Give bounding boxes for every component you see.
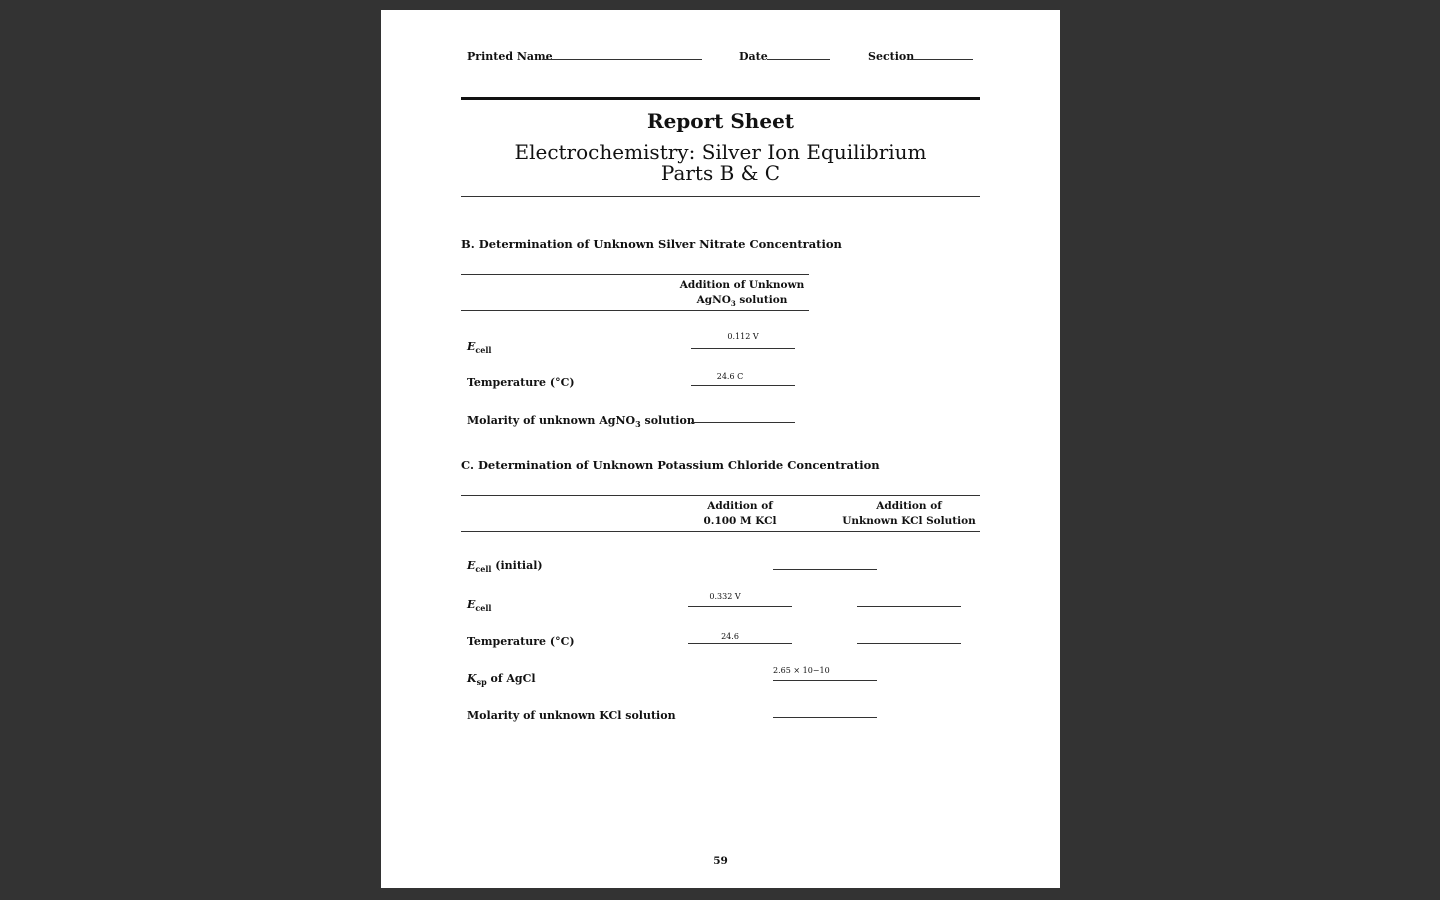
- printed-name-label: Printed Name: [467, 50, 553, 63]
- section-label: Section: [868, 50, 915, 63]
- part-b-column-head: [672, 278, 812, 311]
- part-b-heading: B. Determination of Unknown Silver Nitrate Concentration: [461, 237, 842, 251]
- title-divider: [461, 196, 980, 197]
- part-c-ecell-label: $E_{cell}$: [467, 598, 492, 614]
- part-c-col2-line2: Unknown KCl Solution: [842, 515, 976, 527]
- part-c-molarity-field[interactable]: [773, 717, 877, 718]
- part-c-table-top-rule: [461, 495, 980, 496]
- page-number: 59: [713, 855, 728, 867]
- page-subtitle: [381, 142, 1060, 184]
- part-c-temperature-col1-field[interactable]: [688, 643, 792, 644]
- part-c-molarity-label: Molarity of unknown KCl solution: [467, 709, 676, 722]
- part-c-col1-line2: 0.100 M KCl: [703, 515, 777, 527]
- part-c-column-head-2: [836, 499, 982, 529]
- part-b-table-head-rule: [461, 310, 809, 311]
- part-b-column-head-line2: AgNO$_3$ solution: [696, 294, 788, 309]
- part-c-table-head-rule: [461, 531, 980, 532]
- part-c-temperature-col1-value: 24.6: [721, 632, 739, 641]
- part-b-ecell-field[interactable]: [691, 348, 795, 349]
- part-c-ecell-initial-field[interactable]: [773, 569, 877, 570]
- subtitle-line-1: Electrochemistry: Silver Ion Equilibrium: [514, 140, 927, 164]
- date-label: Date: [739, 50, 768, 63]
- part-c-temperature-label: Temperature (°C): [467, 635, 575, 648]
- part-c-col2-line1: Addition of: [876, 500, 942, 512]
- part-b-temperature-field[interactable]: [691, 385, 795, 386]
- part-b-temperature-label: Temperature (°C): [467, 376, 575, 389]
- subtitle-line-2: Parts B & C: [660, 161, 781, 185]
- part-c-column-head-1: [670, 499, 810, 529]
- page-title: Report Sheet: [646, 109, 795, 133]
- part-c-ecell-col1-field[interactable]: [688, 606, 792, 607]
- date-field[interactable]: [767, 59, 830, 60]
- part-c-heading: C. Determination of Unknown Potassium Chloride Concentration: [461, 458, 880, 472]
- report-page: [381, 10, 1060, 888]
- part-b-molarity-field[interactable]: [691, 422, 795, 423]
- header-divider: [461, 97, 980, 100]
- part-b-column-head-line1: Addition of Unknown: [679, 279, 805, 291]
- part-c-col1-line1: Addition of: [707, 500, 773, 512]
- part-b-temperature-value: 24.6 C: [716, 372, 744, 381]
- part-b-molarity-label: Molarity of unknown AgNO$_3$ solution: [467, 414, 695, 430]
- part-b-ecell-value: 0.112 V: [727, 332, 759, 341]
- part-c-ecell-col1-value: 0.332 V: [709, 592, 741, 601]
- section-field[interactable]: [910, 59, 973, 60]
- part-b-ecell-label: $E_{cell}$: [467, 340, 492, 356]
- part-c-ecell-col2-field[interactable]: [857, 606, 961, 607]
- part-c-temperature-col2-field[interactable]: [857, 643, 961, 644]
- part-c-ksp-label: $K_{sp}$ of AgCl: [467, 672, 536, 688]
- part-c-ksp-value: 2.65 × 10−10: [773, 666, 830, 675]
- printed-name-field[interactable]: [542, 59, 702, 60]
- part-b-table-top-rule: [461, 274, 809, 275]
- part-c-ksp-field[interactable]: [773, 680, 877, 681]
- part-c-ecell-initial-label: $E_{cell}$ (initial): [467, 559, 543, 575]
